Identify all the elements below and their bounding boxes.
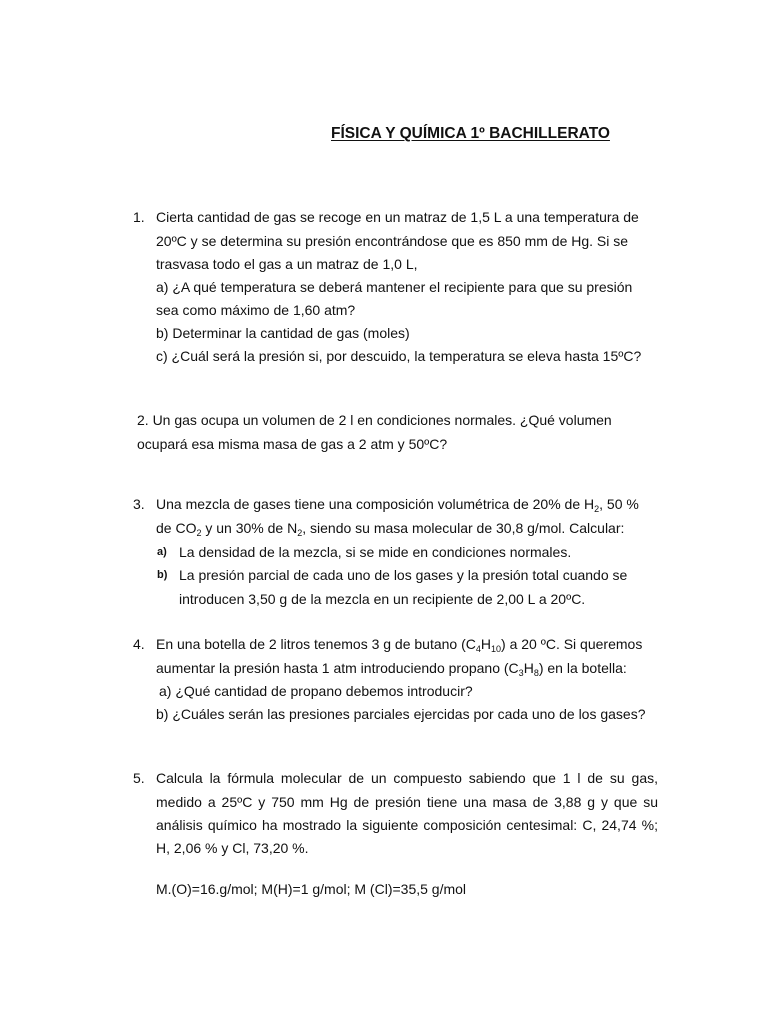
question-text-line: ocupará esa misma masa de gas a 2 atm y 50ºC?	[137, 436, 448, 452]
question-text-line: Calcula la fórmula molecular de un compuesto sabiendo que 1 l de su gas,	[156, 770, 658, 786]
text-segment: H	[523, 660, 534, 676]
subscript: 2	[196, 528, 202, 538]
sub-question-label: a)	[157, 546, 167, 558]
question-text-line: análisis químico ha mostrado la siguiente composición centesimal: C, 24,74 %;	[156, 817, 658, 833]
question-text-line: 20ºC y se determina su presión encontrándose que es 850 mm de Hg. Si se	[156, 233, 629, 249]
text-segment: ) en la botella:	[538, 660, 627, 676]
subscript: 3	[518, 668, 524, 678]
sub-question-c: c) ¿Cuál será la presión si, por descuido, la temperatura se eleva hasta 15ºC?	[156, 348, 642, 364]
question-text-line: trasvasa todo el gas a un matraz de 1,0 L,	[156, 256, 418, 272]
text-segment: aumentar la presión hasta 1 atm introduciendo propano (C	[156, 660, 519, 676]
question-number: 1.	[133, 209, 145, 225]
sub-question-b: b) Determinar la cantidad de gas (moles)	[156, 325, 410, 341]
molar-masses: M.(O)=16.g/mol; M(H)=1 g/mol; M (Cl)=35,5 g/mol	[156, 881, 467, 897]
question-number: 5.	[133, 770, 145, 786]
question-number: 4.	[133, 636, 145, 652]
sub-question-b: La presión parcial de cada uno de los gases y la presión total cuando se	[179, 567, 628, 583]
text-segment: y un 30% de N	[201, 520, 298, 536]
question-text-line: medido a 25ºC y 750 mm Hg de presión tiene una masa de 3,88 g y que su	[156, 794, 658, 810]
sub-question-a: a) ¿A qué temperatura se deberá mantener el recipiente para que su presión	[156, 279, 633, 295]
text-segment: En una botella de 2 litros tenemos 3 g de butano (C	[156, 636, 476, 652]
text-segment: , 50 %	[599, 496, 639, 512]
question-number: 3.	[133, 496, 145, 512]
question-text-line	[156, 496, 639, 514]
question-text-line	[156, 520, 625, 538]
subscript: 4	[475, 644, 481, 654]
question-text-line: introducen 3,50 g de la mezcla en un recipiente de 2,00 L a 20ºC.	[179, 591, 586, 607]
sub-question-a: a) ¿Qué cantidad de propano debemos introducir?	[159, 683, 473, 699]
question-text-line: H, 2,06 % y Cl, 73,20 %.	[156, 840, 309, 856]
text-segment: Una mezcla de gases tiene una composición volumétrica de 20% de H	[156, 496, 595, 512]
sub-question-a: La densidad de la mezcla, si se mide en condiciones normales.	[179, 544, 572, 560]
text-segment: ) a 20 ºC. Si queremos	[501, 636, 643, 652]
subscript: 2	[594, 504, 600, 514]
subscript: 2	[297, 528, 303, 538]
text-segment: H	[480, 636, 492, 652]
text-segment: , siendo su masa molecular de 30,8 g/mol. Calcular:	[302, 520, 625, 536]
question-text-line: sea como máximo de 1,60 atm?	[156, 302, 356, 318]
question-text-line	[156, 660, 627, 678]
question-text-line	[156, 636, 643, 654]
question-text-line: 2. Un gas ocupa un volumen de 2 l en condiciones normales. ¿Qué volumen	[137, 412, 612, 428]
subscript: 10	[491, 644, 502, 654]
sub-question-b: b) ¿Cuáles serán las presiones parciales ejercidas por cada uno de los gases?	[156, 706, 646, 722]
text-segment: de CO	[156, 520, 197, 536]
question-text-line: Cierta cantidad de gas se recoge en un matraz de 1,5 L a una temperatura de	[156, 209, 639, 225]
subscript: 8	[533, 668, 539, 678]
page-title: FÍSICA Y QUÍMICA 1º BACHILLERATO	[331, 125, 610, 142]
sub-question-label: b)	[157, 569, 168, 581]
